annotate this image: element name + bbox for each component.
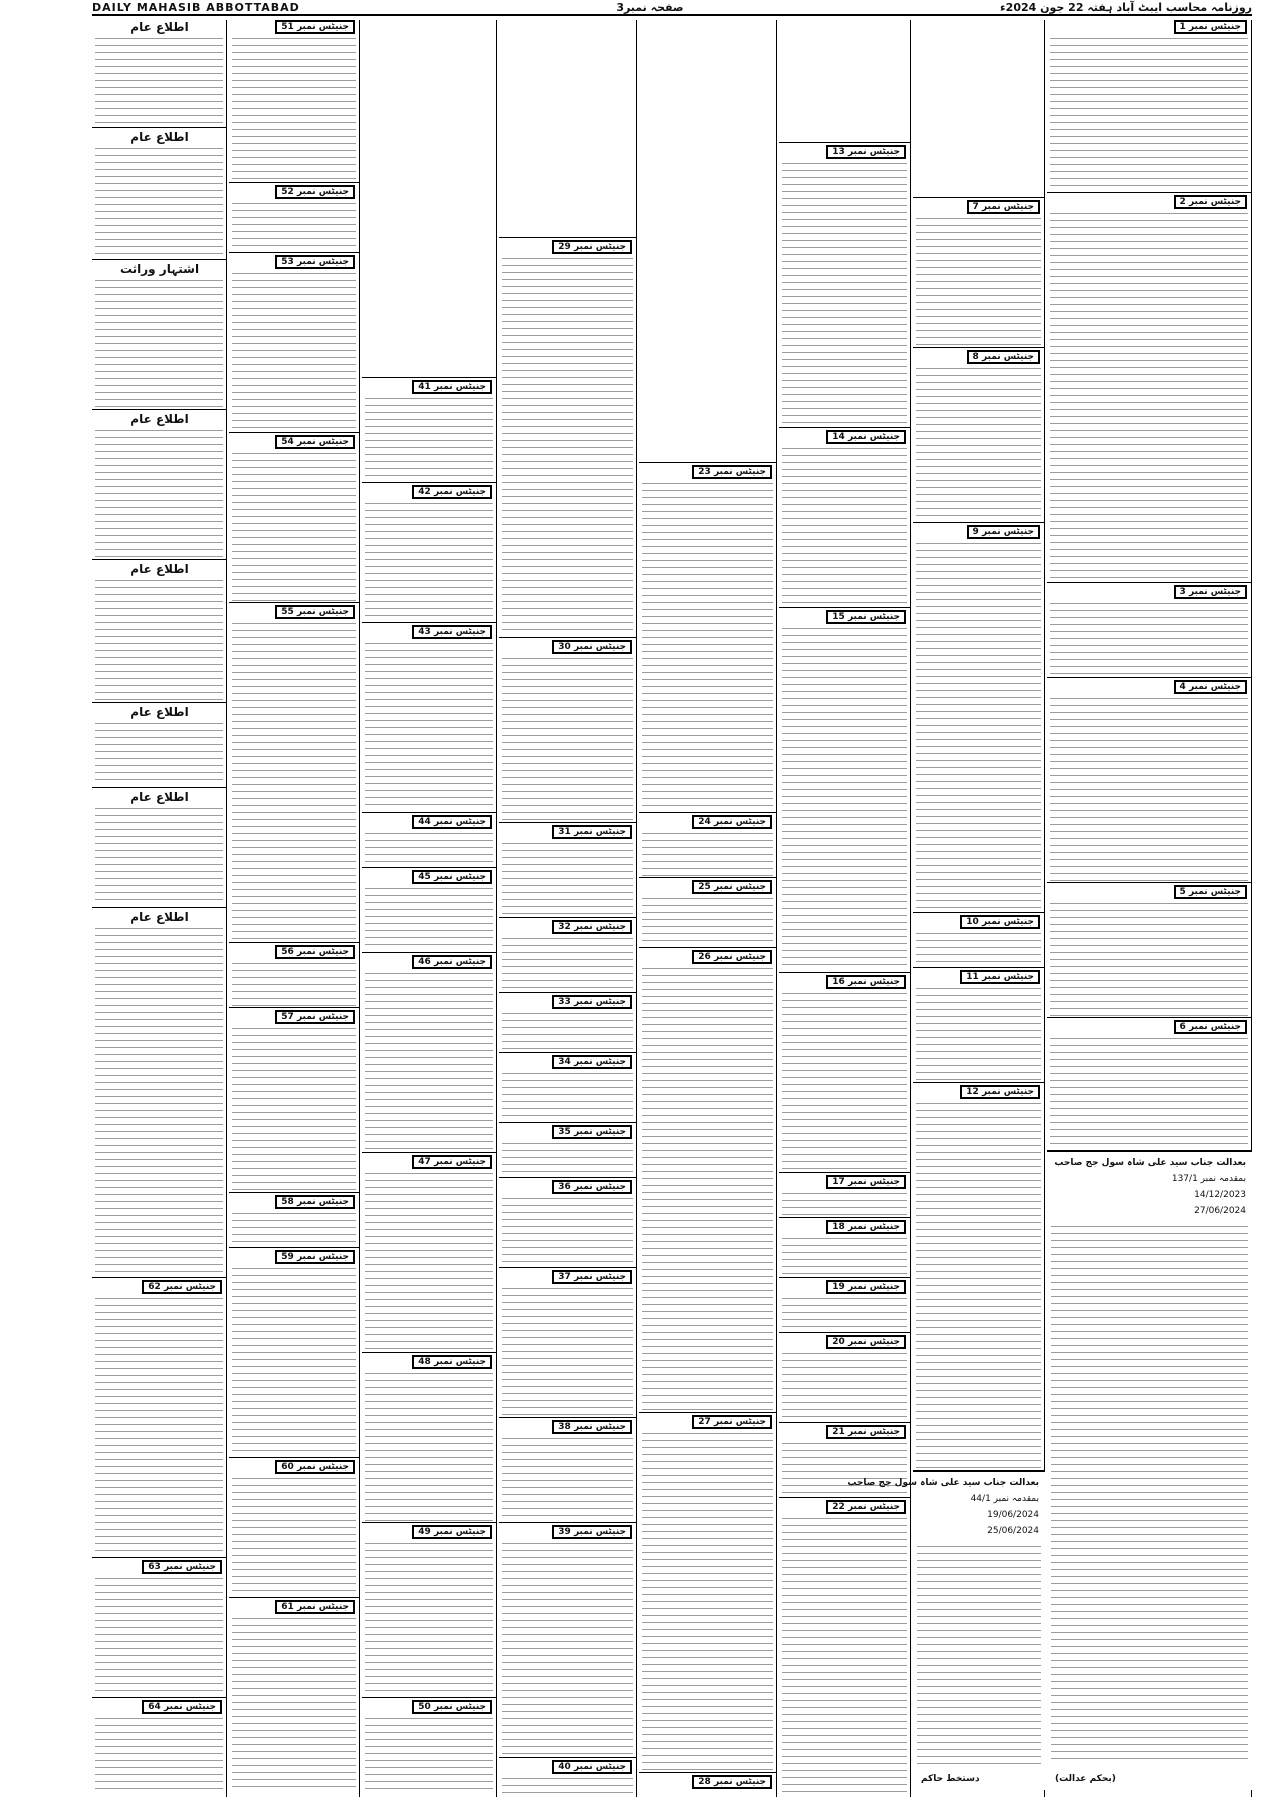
advert-number-box: جنیٹس نمبر 44 bbox=[412, 815, 492, 829]
advert-number-box: جنیٹس نمبر 52 bbox=[275, 185, 355, 199]
separator-line bbox=[499, 822, 637, 823]
advert-body-text bbox=[232, 1618, 356, 1793]
court-notice-date2: 27/06/2024 bbox=[1194, 1206, 1246, 1216]
separator-line bbox=[362, 377, 497, 378]
advert-number-box: جنیٹس نمبر 4 bbox=[1174, 680, 1247, 694]
notice-heading: اطلاع عام bbox=[130, 562, 189, 576]
advert-number-box: جنیٹس نمبر 7 bbox=[967, 200, 1040, 214]
masthead-title-urdu: روزنامہ محاسب ایبٹ آباد ہفتہ 22 جون 2024ء bbox=[1000, 0, 1252, 14]
separator-line bbox=[499, 1417, 637, 1418]
advert-body-text bbox=[1050, 903, 1248, 1016]
separator-line bbox=[229, 1247, 360, 1248]
separator-line bbox=[92, 1557, 227, 1558]
advert-body-text bbox=[502, 1543, 633, 1756]
advert-body-text bbox=[782, 1518, 907, 1793]
court-notice-case: بمقدمہ نمبر 44/1 bbox=[970, 1494, 1039, 1504]
separator-line bbox=[362, 1352, 497, 1353]
separator-line bbox=[229, 252, 360, 253]
advert-body-text bbox=[95, 1578, 223, 1696]
advert-body-text bbox=[782, 993, 907, 1171]
advert-number-box: جنیٹس نمبر 45 bbox=[412, 870, 492, 884]
advert-number-box: جنیٹس نمبر 60 bbox=[275, 1460, 355, 1474]
advert-body-text bbox=[365, 1173, 493, 1351]
separator-line bbox=[499, 1177, 637, 1178]
advert-number-box: جنیٹس نمبر 26 bbox=[692, 950, 772, 964]
advert-body-text bbox=[502, 1013, 633, 1051]
separator-line bbox=[913, 522, 1045, 523]
separator-line bbox=[362, 1522, 497, 1523]
advert-number-box: جنیٹس نمبر 46 bbox=[412, 955, 492, 969]
advert-number-box: جنیٹس نمبر 59 bbox=[275, 1250, 355, 1264]
court-notice-court: بعدالت جناب سید علی شاہ سول جج صاحب bbox=[847, 1478, 1039, 1488]
separator-line bbox=[639, 1412, 777, 1413]
advert-number-box: جنیٹس نمبر 58 bbox=[275, 1195, 355, 1209]
advert-body-text bbox=[95, 723, 223, 786]
separator-line bbox=[913, 197, 1045, 198]
advert-body-text bbox=[365, 1373, 493, 1521]
separator-line bbox=[499, 917, 637, 918]
separator-line bbox=[1047, 582, 1252, 583]
advert-body-text bbox=[232, 1213, 356, 1246]
separator-line bbox=[1047, 677, 1252, 678]
separator-line bbox=[362, 812, 497, 813]
separator-line bbox=[229, 1457, 360, 1458]
advert-body-text bbox=[232, 453, 356, 601]
advert-number-box: جنیٹس نمبر 42 bbox=[412, 485, 492, 499]
advert-number-box: جنیٹس نمبر 56 bbox=[275, 945, 355, 959]
advert-number-box: جنیٹس نمبر 62 bbox=[142, 1280, 222, 1294]
advert-number-box: جنیٹس نمبر 63 bbox=[142, 1560, 222, 1574]
advert-body-text bbox=[782, 163, 907, 426]
separator-line bbox=[92, 409, 227, 410]
advert-number-box: جنیٹس نمبر 3 bbox=[1174, 585, 1247, 599]
advert-number-box: جنیٹس نمبر 5 bbox=[1174, 885, 1247, 899]
advert-body-text bbox=[1050, 603, 1248, 676]
advert-number-box: جنیٹس نمبر 13 bbox=[826, 145, 906, 159]
advert-number-box: جنیٹس نمبر 36 bbox=[552, 1180, 632, 1194]
advert-number-box: جنیٹس نمبر 19 bbox=[826, 1280, 906, 1294]
advert-number-box: جنیٹس نمبر 6 bbox=[1174, 1020, 1247, 1034]
news-column-5 bbox=[639, 20, 777, 1797]
advert-number-box: جنیٹس نمبر 23 bbox=[692, 465, 772, 479]
separator-line bbox=[913, 967, 1045, 968]
advert-body-text bbox=[1050, 38, 1248, 191]
advert-number-box: جنیٹس نمبر 30 bbox=[552, 640, 632, 654]
masthead-title-latin: DAILY MAHASIB ABBOTTABAD bbox=[92, 0, 300, 14]
separator-line bbox=[1047, 882, 1252, 883]
advert-number-box: جنیٹس نمبر 31 bbox=[552, 825, 632, 839]
advert-body-text bbox=[232, 203, 356, 251]
court-notice-date1: 19/06/2024 bbox=[987, 1510, 1039, 1520]
advert-body-text bbox=[502, 843, 633, 916]
advert-number-box: جنیٹس نمبر 55 bbox=[275, 605, 355, 619]
separator-line bbox=[639, 1772, 777, 1773]
separator-line bbox=[362, 1697, 497, 1698]
advert-number-box: جنیٹس نمبر 29 bbox=[552, 240, 632, 254]
separator-line bbox=[779, 1332, 911, 1333]
advert-body-text bbox=[782, 1353, 907, 1421]
advert-body-text bbox=[916, 933, 1041, 966]
advert-body-text bbox=[365, 973, 493, 1151]
advert-body-text bbox=[1050, 213, 1248, 581]
advert-number-box: جنیٹس نمبر 28 bbox=[692, 1775, 772, 1789]
court-notice bbox=[1047, 1150, 1252, 1790]
advert-body-text bbox=[1050, 698, 1248, 881]
separator-line bbox=[913, 1082, 1045, 1083]
separator-line bbox=[499, 992, 637, 993]
separator-line bbox=[92, 559, 227, 560]
separator-line bbox=[779, 1422, 911, 1423]
advert-number-box: جنیٹس نمبر 21 bbox=[826, 1425, 906, 1439]
separator-line bbox=[362, 482, 497, 483]
advert-body-text bbox=[365, 888, 493, 951]
advert-body-text bbox=[232, 963, 356, 1006]
court-notice-body bbox=[1051, 1226, 1248, 1764]
advert-number-box: جنیٹس نمبر 17 bbox=[826, 1175, 906, 1189]
advert-body-text bbox=[232, 623, 356, 941]
advert-number-box: جنیٹس نمبر 41 bbox=[412, 380, 492, 394]
advert-body-text bbox=[916, 543, 1041, 911]
notice-heading: اطلاع عام bbox=[130, 20, 189, 34]
advert-body-text bbox=[916, 988, 1041, 1081]
advert-body-text bbox=[502, 1143, 633, 1176]
advert-body-text bbox=[782, 1238, 907, 1276]
advert-body-text bbox=[642, 833, 773, 876]
separator-line bbox=[499, 237, 637, 238]
advert-body-text bbox=[502, 258, 633, 636]
separator-line bbox=[92, 127, 227, 128]
advert-body-text bbox=[782, 1298, 907, 1331]
separator-line bbox=[229, 1597, 360, 1598]
advert-number-box: جنیٹس نمبر 10 bbox=[960, 915, 1040, 929]
court-notice-date1: 14/12/2023 bbox=[1194, 1190, 1246, 1200]
advert-body-text bbox=[365, 643, 493, 811]
advert-number-box: جنیٹس نمبر 40 bbox=[552, 1760, 632, 1774]
separator-line bbox=[229, 942, 360, 943]
advert-number-box: جنیٹس نمبر 57 bbox=[275, 1010, 355, 1024]
news-column-6 bbox=[779, 20, 911, 1797]
court-notice-case: بمقدمہ نمبر 137/1 bbox=[1171, 1174, 1246, 1184]
advert-number-box: جنیٹس نمبر 54 bbox=[275, 435, 355, 449]
advert-body-text bbox=[502, 1073, 633, 1121]
separator-line bbox=[499, 1052, 637, 1053]
advert-number-box: جنیٹس نمبر 50 bbox=[412, 1700, 492, 1714]
separator-line bbox=[913, 347, 1045, 348]
advert-body-text bbox=[782, 1443, 907, 1496]
advert-number-box: جنیٹس نمبر 12 bbox=[960, 1085, 1040, 1099]
advert-number-box: جنیٹس نمبر 48 bbox=[412, 1355, 492, 1369]
notice-heading: اطلاع عام bbox=[130, 910, 189, 924]
notice-heading: اطلاع عام bbox=[130, 412, 189, 426]
separator-line bbox=[779, 1217, 911, 1218]
news-column-3 bbox=[362, 20, 497, 1797]
separator-line bbox=[92, 907, 227, 908]
advert-body-text bbox=[782, 1193, 907, 1216]
advert-number-box: جنیٹس نمبر 61 bbox=[275, 1600, 355, 1614]
separator-line bbox=[92, 1697, 227, 1698]
advert-body-text bbox=[232, 1028, 356, 1191]
advert-body-text bbox=[95, 38, 223, 126]
advert-number-box: جنیٹس نمبر 34 bbox=[552, 1055, 632, 1069]
separator-line bbox=[1047, 192, 1252, 193]
court-notice-date2: 25/06/2024 bbox=[987, 1526, 1039, 1536]
advert-body-text bbox=[782, 448, 907, 606]
advert-body-text bbox=[502, 1198, 633, 1266]
advert-number-box: جنیٹس نمبر 47 bbox=[412, 1155, 492, 1169]
advert-body-text bbox=[502, 658, 633, 821]
advert-number-box: جنیٹس نمبر 9 bbox=[967, 525, 1040, 539]
advert-body-text bbox=[502, 1288, 633, 1416]
advert-body-text bbox=[232, 1268, 356, 1456]
separator-line bbox=[499, 637, 637, 638]
separator-line bbox=[639, 947, 777, 948]
advert-number-box: جنیٹس نمبر 51 bbox=[275, 20, 355, 34]
separator-line bbox=[499, 1122, 637, 1123]
masthead bbox=[92, 0, 1252, 16]
advert-body-text bbox=[232, 38, 356, 181]
advert-number-box: جنیٹس نمبر 18 bbox=[826, 1220, 906, 1234]
advert-body-text bbox=[365, 1543, 493, 1696]
advert-number-box: جنیٹس نمبر 24 bbox=[692, 815, 772, 829]
advert-body-text bbox=[95, 148, 223, 258]
separator-line bbox=[779, 1277, 911, 1278]
notice-heading: اطلاع عام bbox=[130, 790, 189, 804]
advert-body-text bbox=[95, 808, 223, 906]
advert-body-text bbox=[95, 1298, 223, 1556]
advert-body-text bbox=[642, 1433, 773, 1771]
advert-number-box: جنیٹس نمبر 20 bbox=[826, 1335, 906, 1349]
separator-line bbox=[229, 1192, 360, 1193]
separator-line bbox=[92, 259, 227, 260]
advert-number-box: جنیٹس نمبر 37 bbox=[552, 1270, 632, 1284]
advert-number-box: جنیٹس نمبر 49 bbox=[412, 1525, 492, 1539]
news-column-2 bbox=[229, 20, 360, 1797]
advert-body-text bbox=[642, 483, 773, 811]
separator-line bbox=[639, 462, 777, 463]
advert-body-text bbox=[365, 833, 493, 866]
advert-number-box: جنیٹس نمبر 16 bbox=[826, 975, 906, 989]
separator-line bbox=[229, 432, 360, 433]
separator-line bbox=[499, 1267, 637, 1268]
separator-line bbox=[779, 607, 911, 608]
advert-body-text bbox=[365, 503, 493, 621]
advert-number-box: جنیٹس نمبر 53 bbox=[275, 255, 355, 269]
advert-body-text bbox=[502, 1778, 633, 1793]
separator-line bbox=[639, 812, 777, 813]
separator-line bbox=[779, 142, 911, 143]
notice-heading: اطلاع عام bbox=[130, 130, 189, 144]
court-notice-body bbox=[917, 1546, 1041, 1764]
advert-body-text bbox=[642, 898, 773, 946]
separator-line bbox=[362, 952, 497, 953]
advert-number-box: جنیٹس نمبر 32 bbox=[552, 920, 632, 934]
advert-number-box: جنیٹس نمبر 15 bbox=[826, 610, 906, 624]
advert-body-text bbox=[365, 398, 493, 481]
advert-body-text bbox=[95, 280, 223, 408]
advert-body-text bbox=[365, 1718, 493, 1793]
advert-number-box: جنیٹس نمبر 38 bbox=[552, 1420, 632, 1434]
separator-line bbox=[229, 602, 360, 603]
separator-line bbox=[92, 787, 227, 788]
court-notice-signature: دستخط حاکم bbox=[921, 1774, 980, 1784]
advert-body-text bbox=[916, 368, 1041, 521]
court-notice-court: بعدالت جناب سید علی شاہ سول جج صاحب bbox=[1054, 1158, 1246, 1168]
advert-number-box: جنیٹس نمبر 2 bbox=[1174, 195, 1247, 209]
separator-line bbox=[499, 1522, 637, 1523]
separator-line bbox=[779, 1497, 911, 1498]
separator-line bbox=[1047, 1017, 1252, 1018]
page-number: صفحہ نمبر3 bbox=[616, 0, 684, 14]
court-notice-signature: (بحکم عدالت) bbox=[1055, 1774, 1116, 1784]
advert-body-text bbox=[95, 580, 223, 701]
advert-number-box: جنیٹس نمبر 27 bbox=[692, 1415, 772, 1429]
advert-body-text bbox=[95, 430, 223, 558]
news-column-1 bbox=[92, 20, 227, 1797]
advert-number-box: جنیٹس نمبر 64 bbox=[142, 1700, 222, 1714]
advert-body-text bbox=[232, 273, 356, 431]
notice-heading: اطلاع عام bbox=[130, 705, 189, 719]
advert-body-text bbox=[642, 968, 773, 1411]
advert-body-text bbox=[502, 938, 633, 991]
advert-body-text bbox=[502, 1438, 633, 1521]
news-column-4 bbox=[499, 20, 637, 1797]
notice-heading: اشتہار وراثت bbox=[119, 262, 200, 276]
separator-line bbox=[229, 1007, 360, 1008]
advert-number-box: جنیٹس نمبر 8 bbox=[967, 350, 1040, 364]
advert-number-box: جنیٹس نمبر 25 bbox=[692, 880, 772, 894]
advert-body-text bbox=[232, 1478, 356, 1596]
advert-number-box: جنیٹس نمبر 39 bbox=[552, 1525, 632, 1539]
advert-number-box: جنیٹس نمبر 14 bbox=[826, 430, 906, 444]
separator-line bbox=[779, 1172, 911, 1173]
advert-body-text bbox=[95, 928, 223, 1276]
separator-line bbox=[913, 912, 1045, 913]
advert-number-box: جنیٹس نمبر 33 bbox=[552, 995, 632, 1009]
separator-line bbox=[639, 877, 777, 878]
advert-number-box: جنیٹس نمبر 11 bbox=[960, 970, 1040, 984]
separator-line bbox=[779, 972, 911, 973]
separator-line bbox=[92, 702, 227, 703]
separator-line bbox=[362, 867, 497, 868]
separator-line bbox=[229, 182, 360, 183]
separator-line bbox=[92, 1277, 227, 1278]
advert-number-box: جنیٹس نمبر 35 bbox=[552, 1125, 632, 1139]
advert-body-text bbox=[782, 628, 907, 971]
advert-number-box: جنیٹس نمبر 1 bbox=[1174, 20, 1247, 34]
advert-number-box: جنیٹس نمبر 22 bbox=[826, 1500, 906, 1514]
separator-line bbox=[499, 1757, 637, 1758]
separator-line bbox=[362, 1152, 497, 1153]
separator-line bbox=[362, 622, 497, 623]
advert-number-box: جنیٹس نمبر 43 bbox=[412, 625, 492, 639]
advert-body-text bbox=[916, 218, 1041, 346]
advert-body-text bbox=[95, 1718, 223, 1793]
separator-line bbox=[779, 427, 911, 428]
